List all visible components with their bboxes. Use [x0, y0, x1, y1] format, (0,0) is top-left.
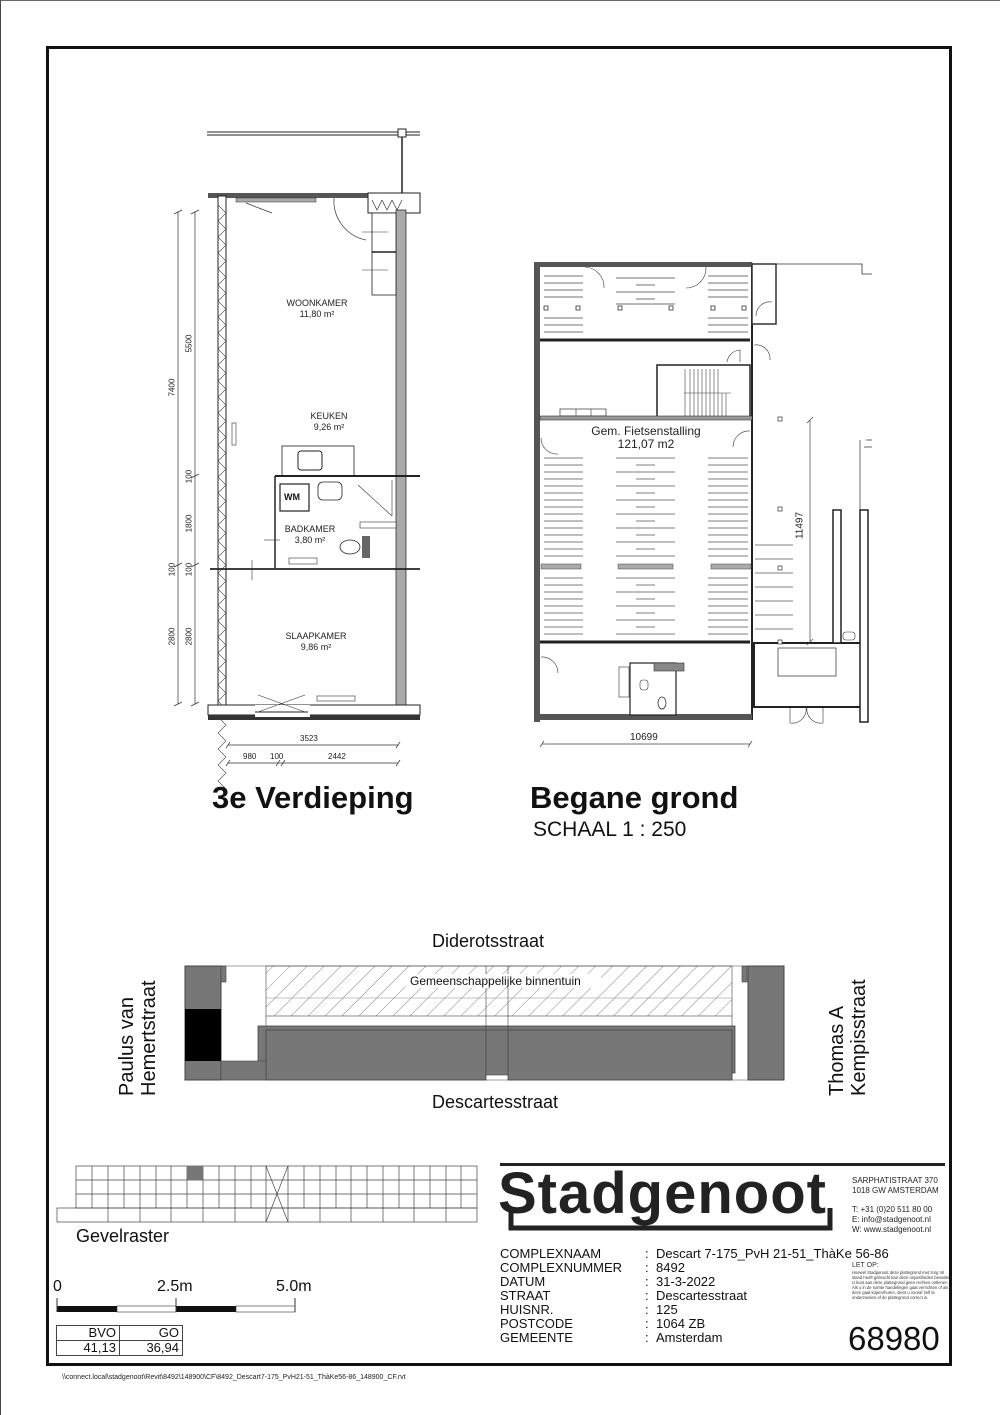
- company-logo: Stadgenoot: [498, 1161, 827, 1226]
- tb-sep: :: [645, 1330, 649, 1345]
- tb-label: DATUM: [500, 1274, 546, 1289]
- street-east-line2: Kempisstraat: [848, 979, 870, 1096]
- dim-7400: 7400: [167, 378, 177, 397]
- dim-2800: 2800: [184, 627, 194, 646]
- company-address: [852, 1176, 939, 1196]
- website: W: www.stadgenoot.nl: [852, 1225, 932, 1234]
- header-bvo: BVO: [57, 1326, 120, 1341]
- tb-value: Amsterdam: [656, 1330, 723, 1345]
- tb-label: COMPLEXNAAM: [500, 1246, 602, 1261]
- drawing-number: 68980: [848, 1320, 940, 1357]
- gevelraster-label: Gevelraster: [76, 1226, 170, 1246]
- scale-label-0: 0: [53, 1278, 62, 1295]
- value-bvo: 41,13: [57, 1341, 120, 1356]
- tb-sep: :: [645, 1316, 649, 1331]
- dim-980: 980: [243, 752, 257, 761]
- courtyard-label: Gemeenschappelijke binnentuin: [410, 974, 581, 988]
- room-name: SLAAPKAMER: [285, 631, 347, 641]
- tb-sep: :: [645, 1260, 649, 1275]
- value-go: 36,94: [120, 1341, 183, 1356]
- plan-title-begane-grond: Begane grond: [530, 780, 739, 815]
- tb-sep: :: [645, 1302, 649, 1317]
- room-area: 9,26 m²: [313, 422, 345, 432]
- tb-label: COMPLEXNUMMER: [500, 1260, 623, 1275]
- tb-value: Descartesstraat: [656, 1288, 748, 1303]
- dim-5500: 5500: [184, 334, 194, 353]
- email: E: info@stadgenoot.nl: [852, 1215, 931, 1224]
- tb-sep: :: [645, 1246, 649, 1261]
- street-west-line1: Paulus van: [116, 997, 138, 1096]
- room-name: BADKAMER: [284, 524, 336, 534]
- dim-3523: 3523: [300, 734, 318, 743]
- tb-sep: :: [645, 1274, 649, 1289]
- dim-100: 100: [184, 469, 194, 484]
- dim-10699: 10699: [630, 732, 658, 743]
- tb-value: 8492: [656, 1260, 685, 1275]
- address-line1: SARPHATISTRAAT 370: [852, 1176, 938, 1185]
- disclaimer-text: Hoewel Stadgenoot deze plattegrond met zorg tot stand heeft gebracht kan deze onjuistheden bevatten. U kunt aan deze plattegrond geen rechten ontlenen. Als u in de ruimte handelingen gaat verrichten of als u deze gaat kopen/huren, dient u vooraf zelf te onderzoeken of de plattegrond correct is.: [852, 1270, 952, 1300]
- tb-label: POSTCODE: [500, 1316, 573, 1331]
- room-area: 3,80 m²: [294, 535, 326, 545]
- dim-1800: 1800: [184, 514, 194, 533]
- tb-value: 1064 ZB: [656, 1316, 706, 1331]
- dim-100: 100: [184, 562, 194, 577]
- disclaimer: [852, 1262, 952, 1300]
- tb-value: Descart 7-175_PvH 21-51_ThàKe 56-86: [656, 1246, 889, 1261]
- dim-11497: 11497: [794, 511, 806, 540]
- scale-label-5m: 5.0m: [276, 1278, 312, 1295]
- tb-value: 125: [656, 1302, 678, 1317]
- room-name: Gem. Fietsenstalling: [591, 424, 701, 438]
- room-area: 11,80 m²: [299, 309, 335, 319]
- dim-2800: 2800: [167, 627, 177, 646]
- phone: T: +31 (0)20 511 80 00: [852, 1205, 933, 1214]
- dim-100: 100: [270, 752, 284, 761]
- tb-label: HUISNR.: [500, 1302, 554, 1317]
- tb-label: STRAAT: [500, 1288, 551, 1303]
- room-area: 9,86 m²: [300, 642, 332, 652]
- file-path: \\connect.local\stadgenoot\Revit\8492\148900\CF\8492_Descart7-175_PvH21-51_ThàKe56-86_148900_CF.rvt: [62, 1374, 406, 1381]
- plan-title-3e-verdieping: 3e Verdieping: [212, 780, 414, 815]
- street-north: Diderotsstraat: [432, 931, 545, 951]
- scale-label-2-5m: 2.5m: [157, 1278, 193, 1295]
- company-contact: [852, 1205, 932, 1235]
- street-south: Descartesstraat: [432, 1092, 559, 1112]
- tb-value: 31-3-2022: [656, 1274, 716, 1289]
- washing-machine-label: WM: [284, 492, 300, 502]
- dim-2442: 2442: [328, 752, 346, 761]
- scale-label: SCHAAL 1 : 250: [533, 818, 687, 841]
- tb-label: GEMEENTE: [500, 1330, 573, 1345]
- tb-sep: :: [645, 1288, 649, 1303]
- street-east-line1: Thomas A: [826, 1005, 848, 1096]
- disclaimer-title: LET OP:: [852, 1262, 879, 1269]
- room-name: WOONKAMER: [286, 298, 348, 308]
- room-area: 121,07 m2: [617, 437, 675, 451]
- header-go: GO: [120, 1326, 183, 1341]
- room-name: KEUKEN: [310, 411, 348, 421]
- address-line2: 1018 GW AMSTERDAM: [852, 1186, 939, 1195]
- street-west-line2: Hemertstraat: [138, 980, 160, 1096]
- dim-100: 100: [167, 562, 177, 577]
